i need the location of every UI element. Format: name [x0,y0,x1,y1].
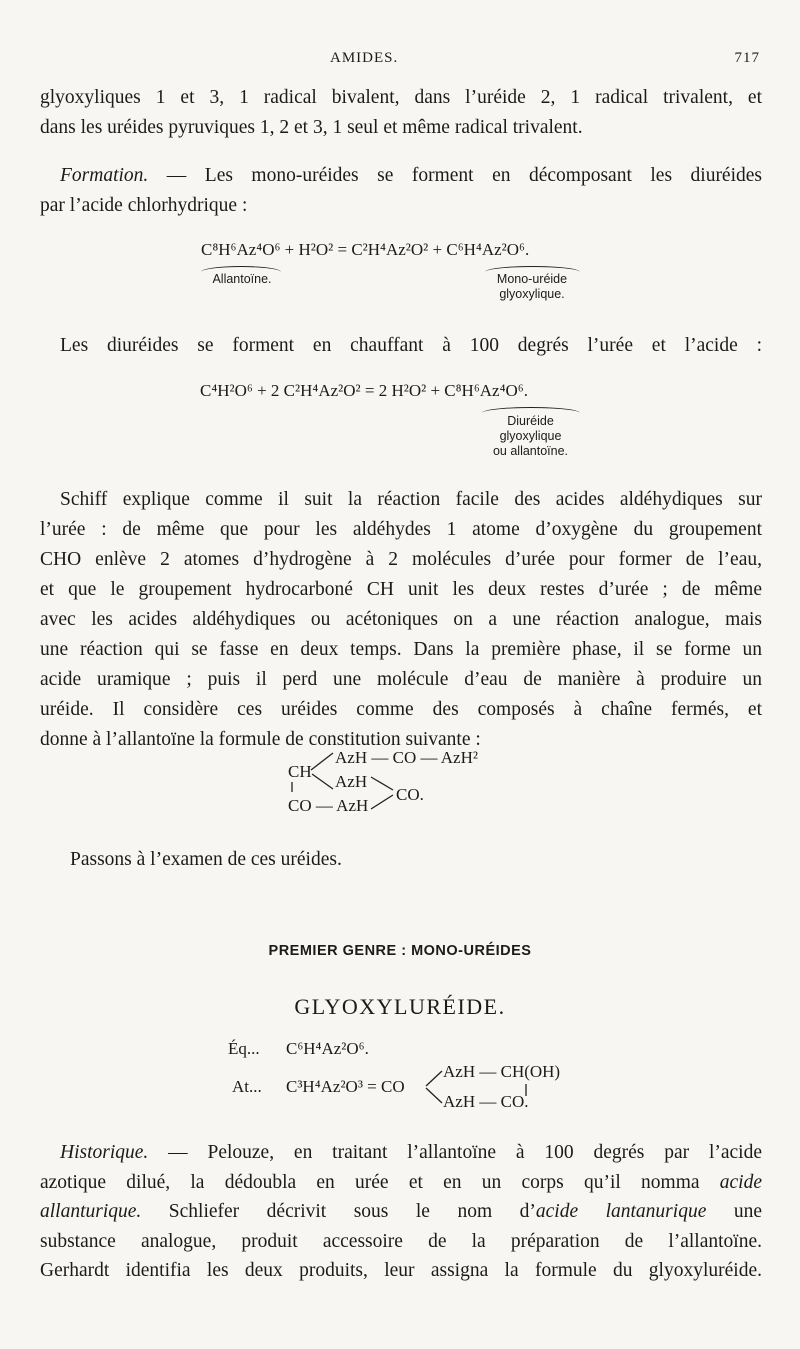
structure-mid-azh: AzH [335,772,368,791]
equation-diureides: C⁴H²O⁶ + 2 C²H⁴Az²O² = 2 H²O² + C⁸H⁶Az⁴O⁶. [200,381,528,400]
text-line [40,161,762,191]
brace-label-diureide [478,414,583,459]
text-line: Schiff explique comme il suit la réaction facile des acides aldéhydiques sur [60,489,762,510]
structure-co: CO. [396,785,424,804]
schiff-paragraph [40,485,762,755]
text-fragment: acide [719,1171,762,1193]
label-line: ou allantoïne. [492,444,569,458]
compound-title: GLYOXYLURÉIDE. [294,994,506,1019]
text-line: Gerhardt identifia les deux produits, leur assigna la formule du glyoxyluréide. [40,1260,762,1281]
formation-text: — Les mono-uréides se forment en décomposant les diuréides [148,165,762,186]
text-line: l’urée : de même que pour les aldéhydes 1 atome d’oxygène du groupement [40,519,762,540]
glyoxylureide-bonds [420,1058,560,1118]
label-line: glyoxylique. [499,287,565,301]
text-fragment: acide lantanurique [535,1201,707,1222]
text-line: une réaction qui se fasse en deux temps. Dans la première phase, il se forme un [40,639,762,660]
text-line: uréide. Il considère ces uréides comme des composés à chaîne fermés, et [40,699,762,720]
label-line: glyoxylique [499,429,562,443]
text-line: CHO enlève 2 atomes d’hydrogène à 2 molécules d’urée pour former de l’eau, [40,549,762,570]
page-number: 717 [734,50,760,66]
text-line: et que le groupement hydrocarboné CH unit les deux restes d’urée ; de même [40,579,762,600]
text-line [40,1197,762,1227]
text-fragment: une [706,1201,762,1222]
running-header-title: AMIDES. [330,50,399,66]
text-line: donne à l’allantoïne la formule de constitution suivante : [40,729,481,750]
text-fragment: allanturique. [40,1201,142,1222]
diureides-paragraph [40,331,762,361]
text-fragment: — Pelouze, en traitant l’allantoïne à 100 degrés par l’acide [148,1142,762,1163]
text-line: glyoxyliques 1 et 3, 1 radical bivalent, dans l’uréide 2, 1 radical trivalent, et [40,87,762,108]
label-line: Diuréide [507,414,554,428]
brace-label-monoureide [482,272,582,302]
text-line: acide uramique ; puis il perd une molécule d’eau de manière à produire un [40,669,762,690]
text-fragment: azotique dilué, la dédoubla en urée et en un corps qu’il nomma [40,1171,720,1193]
eq-label: Éq... [228,1039,260,1058]
structure-bonds [285,745,405,815]
at-bottom-branch: AzH — CO. [443,1092,529,1111]
equation-formation: C⁸H⁶Az⁴O⁶ + H²O² = C²H⁴Az²O² + C⁶H⁴Az²O⁶. [201,240,530,259]
label-line: Mono-uréide [496,272,568,286]
at-label: At... [232,1077,262,1096]
historique-label: Historique. [60,1142,149,1163]
text-line [40,1138,762,1168]
structure-top-branch: AzH — CO — AzH² [335,748,478,767]
structure-ch: CH [288,762,312,781]
text-line: substance analogue, produit accessoire de la préparation de l’allantoïne. [40,1230,762,1252]
formation-label: Formation. [60,165,149,186]
underbrace [482,407,580,414]
text-line: dans les uréides pyruviques 1, 2 et 3, 1 seul et même radical trivalent. [40,116,583,138]
intro-paragraph [40,83,762,142]
structure-bottom-branch: CO — AzH [288,796,369,815]
text-fragment: Schliefer décrivit sous le nom d’ [141,1201,536,1222]
section-heading: PREMIER GENRE : MONO-URÉIDES [268,943,532,959]
text-line: Les diuréides se forment en chauffant à 100 degrés l’urée et l’acide : [60,335,762,356]
historique-paragraph [40,1138,762,1286]
at-formula: C³H⁴Az²O³ = CO [286,1077,405,1096]
text-line [40,1168,762,1198]
passons-paragraph [40,845,762,875]
text-line: par l’acide chlorhydrique : [40,194,248,216]
brace-label-allantoine: Allantoïne. [212,272,272,286]
formation-paragraph [40,161,762,220]
at-top-branch: AzH — CH(OH) [443,1062,561,1081]
eq-formula: C⁶H⁴Az²O⁶. [286,1039,369,1058]
text-line: avec les acides aldéhydiques ou acétoniques on a une réaction analogue, mais [40,609,762,630]
text-line: Passons à l’examen de ces uréides. [70,849,342,870]
